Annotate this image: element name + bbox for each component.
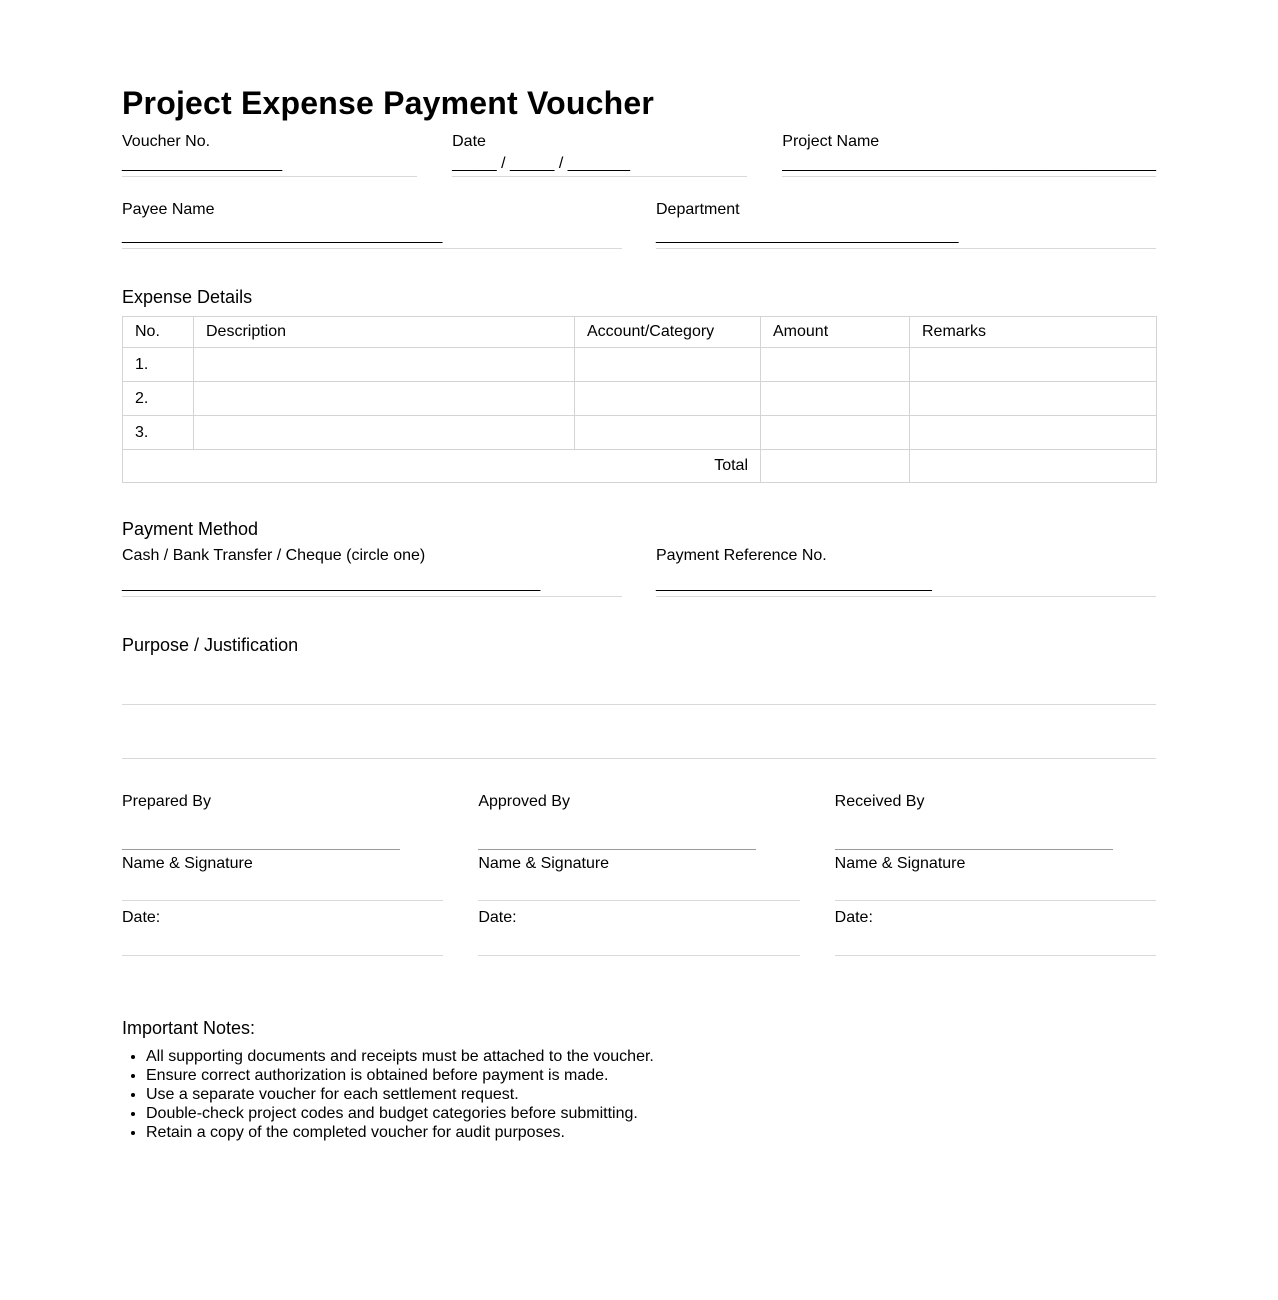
- date-label: Date: [452, 133, 486, 150]
- remarks-cell-empty: [910, 348, 1157, 382]
- divider: [478, 900, 799, 901]
- remarks-cell-empty: [910, 416, 1157, 450]
- column-header-amount: Amount: [761, 317, 910, 348]
- account-category-cell-empty: [575, 348, 761, 382]
- department-line: __________________________________: [656, 227, 959, 244]
- note-item: • Double-check project codes and budget categories before submitting.: [146, 1104, 1156, 1123]
- date-label: Date:: [122, 909, 161, 926]
- purpose-section: [122, 635, 1156, 759]
- table-row: [123, 382, 1157, 416]
- amount-cell-empty: [761, 416, 910, 450]
- note-item: • Ensure correct authorization is obtained before payment is made.: [146, 1066, 1156, 1085]
- divider: [782, 176, 1156, 177]
- total-label-cell: Total: [123, 450, 761, 483]
- column-header-account-category: Account/Category: [575, 317, 761, 348]
- divider: [122, 596, 622, 597]
- row-number-cell: 2.: [123, 382, 194, 416]
- signatures-section: [122, 793, 1156, 956]
- divider: [656, 248, 1156, 249]
- remarks-cell-empty: [910, 382, 1157, 416]
- table-row: [123, 348, 1157, 382]
- divider: [122, 176, 417, 177]
- table-header-row: [123, 317, 1157, 348]
- important-notes-section: [122, 1018, 1156, 1142]
- amount-cell-empty: [761, 348, 910, 382]
- payment-reference-label: Payment Reference No.: [656, 547, 827, 564]
- divider: [452, 176, 747, 177]
- header-fields-row: [122, 133, 1156, 177]
- name-signature-label: Name & Signature: [122, 855, 253, 872]
- row-number-cell: 3.: [123, 416, 194, 450]
- table-row: [123, 416, 1157, 450]
- purpose-writing-line: [122, 758, 1156, 759]
- field-payment-reference: [656, 547, 1156, 597]
- account-category-cell-empty: [575, 382, 761, 416]
- signature-block-prepared: [122, 793, 443, 956]
- account-category-cell-empty: [575, 416, 761, 450]
- field-date: [452, 133, 747, 177]
- purpose-heading: Purpose / Justification: [122, 635, 299, 655]
- name-signature-label: Name & Signature: [478, 855, 610, 872]
- voucher-document: [122, 0, 1156, 1142]
- field-department: [656, 201, 1156, 249]
- divider: [835, 900, 1156, 901]
- divider: [122, 955, 443, 956]
- payee-name-line: ____________________________________: [122, 227, 443, 244]
- signature-role-label: Approved By: [478, 793, 570, 810]
- total-amount-cell-empty: [761, 450, 910, 483]
- table-total-row: [123, 450, 1157, 483]
- note-item: • Retain a copy of the completed voucher for audit purposes.: [146, 1123, 1156, 1142]
- field-project-name: [782, 133, 1156, 177]
- divider: [122, 248, 622, 249]
- field-voucher-no: [122, 133, 417, 177]
- column-header-no: No.: [123, 317, 194, 348]
- signature-role-label: Received By: [834, 793, 925, 810]
- page-title: Project Expense Payment Voucher: [122, 85, 655, 121]
- department-label: Department: [656, 201, 740, 218]
- expense-table: [122, 316, 1157, 483]
- name-signature-label: Name & Signature: [834, 855, 966, 872]
- project-name-line: __________________________________________: [782, 155, 1156, 172]
- note-item: • All supporting documents and receipts must be attached to the voucher.: [146, 1047, 1156, 1066]
- divider: [478, 955, 799, 956]
- signature-line: [835, 849, 1113, 850]
- expense-details-section: [122, 287, 1156, 483]
- payment-method-label: Cash / Bank Transfer / Cheque (circle one): [122, 547, 426, 564]
- voucher-no-line: __________________: [122, 155, 283, 172]
- description-cell-empty: [194, 382, 575, 416]
- project-name-label: Project Name: [782, 133, 880, 150]
- notes-list: [122, 1047, 1156, 1142]
- signature-line: [122, 849, 400, 850]
- divider: [122, 900, 443, 901]
- signature-role-label: Prepared By: [122, 793, 211, 810]
- row-number-cell: 1.: [123, 348, 194, 382]
- column-header-description: Description: [194, 317, 575, 348]
- payment-method-heading: Payment Method: [122, 519, 259, 539]
- payee-name-label: Payee Name: [122, 201, 215, 218]
- date-label: Date:: [834, 909, 873, 926]
- payment-reference-line: _______________________________: [656, 575, 932, 592]
- purpose-writing-line: [122, 704, 1156, 705]
- voucher-no-label: Voucher No.: [122, 133, 211, 150]
- description-cell-empty: [194, 416, 575, 450]
- field-payment-method: [122, 547, 622, 597]
- signature-line: [478, 849, 756, 850]
- signature-block-approved: [478, 793, 799, 956]
- divider: [656, 596, 1156, 597]
- column-header-remarks: Remarks: [910, 317, 1157, 348]
- description-cell-empty: [194, 348, 575, 382]
- expense-details-heading: Expense Details: [122, 287, 253, 307]
- important-notes-heading: Important Notes:: [122, 1018, 256, 1038]
- date-line: _____ / _____ / _______: [452, 155, 631, 172]
- date-label: Date:: [478, 909, 517, 926]
- amount-cell-empty: [761, 382, 910, 416]
- payee-department-row: [122, 201, 1156, 249]
- field-payee-name: [122, 201, 622, 249]
- payment-method-line: _______________________________________________: [122, 575, 541, 592]
- note-item: • Use a separate voucher for each settlement request.: [146, 1085, 1156, 1104]
- divider: [835, 955, 1156, 956]
- payment-method-section: [122, 519, 1156, 597]
- payment-method-row: [122, 547, 1156, 597]
- total-remarks-cell-empty: [910, 450, 1157, 483]
- signature-block-received: [835, 793, 1156, 956]
